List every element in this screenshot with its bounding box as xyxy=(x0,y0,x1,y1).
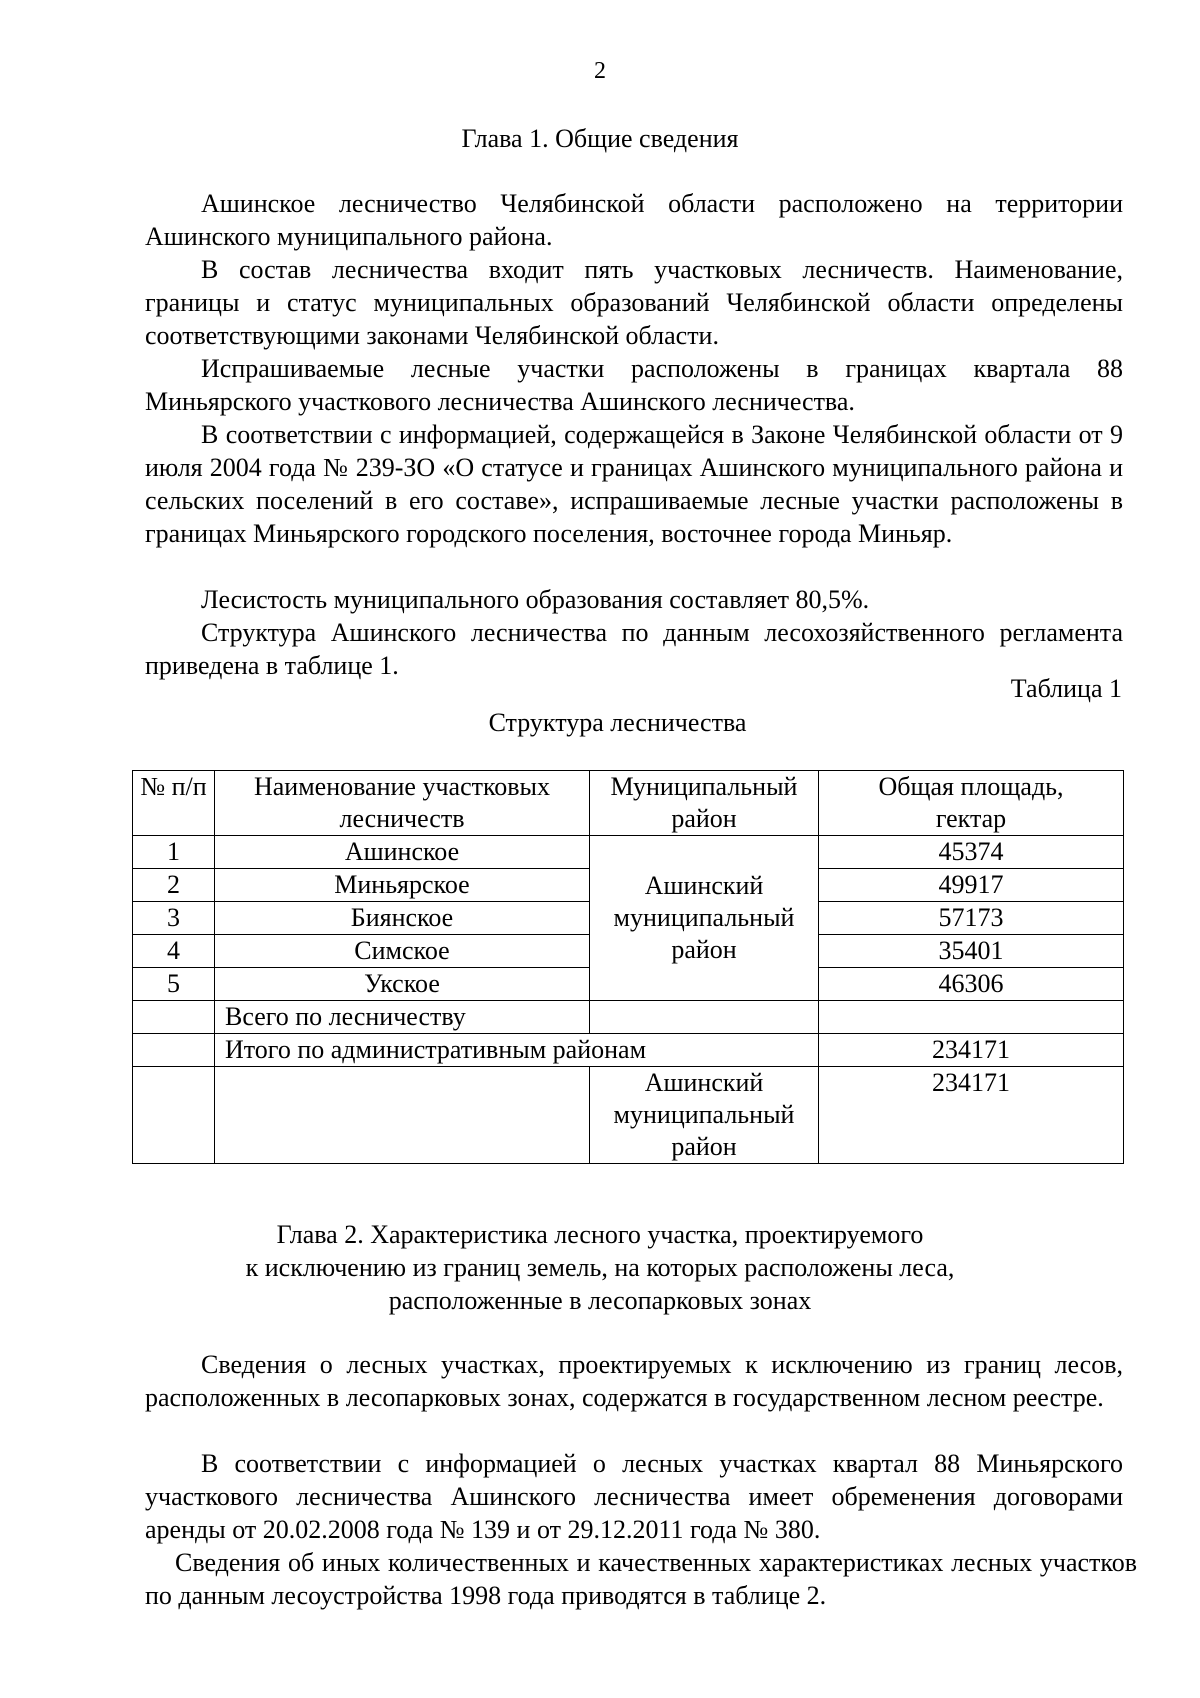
chapter-2-title-line: расположенные в лесопарковых зонах xyxy=(388,1286,812,1315)
row-area: 49917 xyxy=(819,869,1124,902)
row-num: 4 xyxy=(133,935,215,968)
paragraph: Структура Ашинского лесничества по данным лесохозяйственного регламента приведена в таблице 1. xyxy=(145,618,1123,680)
page-number: 2 xyxy=(594,58,606,84)
paragraph: В соответствии с информацией о лесных участках квартал 88 Миньярского участкового лесничества Ашинского лесничества имеет обременения договорами аренды от 20.02.2008 года № 139 и от 29.12.2011 года № 380. xyxy=(145,1449,1123,1544)
paragraph: Ашинское лесничество Челябинской области расположено на территории Ашинского муниципального района. xyxy=(145,189,1123,251)
row-name: Укское xyxy=(215,968,590,1001)
row-area: 46306 xyxy=(819,968,1124,1001)
chapter-2-title-line: Глава 2. Характеристика лесного участка, проектируемого xyxy=(276,1220,924,1249)
header-num: № п/п xyxy=(133,771,215,836)
chapter-1-title: Глава 1. Общие сведения xyxy=(461,124,739,153)
row-name: Миньярское xyxy=(215,869,590,902)
header-district: Муниципальный район xyxy=(590,771,819,836)
table-caption: Структура лесничества xyxy=(488,708,747,737)
row-num: 3 xyxy=(133,902,215,935)
last-row-area: 234171 xyxy=(819,1067,1124,1164)
table-row xyxy=(133,836,1124,869)
total-admin-label: Итого по административным районам xyxy=(215,1034,819,1067)
table-row-total-forestry xyxy=(133,1001,1124,1034)
paragraph: В соответствии с информацией, содержащейся в Законе Челябинской области от 9 июля 2004 года № 239-ЗО «О статусе и границах Ашинского муниципального района и сельских поселений в его составе», испрашиваемые лесные участки расположены в границах Миньярского городского поселения, восточнее города Миньяр. xyxy=(145,420,1123,548)
paragraph: Испрашиваемые лесные участки расположены в границах квартала 88 Миньярского участкового лесничества Ашинского лесничества. xyxy=(145,354,1123,416)
forestry-structure-table xyxy=(132,770,1124,1164)
row-num: 5 xyxy=(133,968,215,1001)
paragraph: Сведения о лесных участках, проектируемых к исключению из границ лесов, расположенных в лесопарковых зонах, содержатся в государственном лесном реестре. xyxy=(145,1350,1123,1412)
row-area: 45374 xyxy=(819,836,1124,869)
table-header-row xyxy=(133,771,1124,836)
last-row-district: Ашинский муниципальный район xyxy=(590,1067,819,1164)
header-area: Общая площадь, гектар xyxy=(819,771,1124,836)
total-forestry-label: Всего по лесничеству xyxy=(215,1001,590,1034)
header-name: Наименование участковых лесничеств xyxy=(215,771,590,836)
chapter-2-title-line: к исключению из границ земель, на которых расположены леса, xyxy=(245,1253,955,1282)
table-label: Таблица 1 xyxy=(1010,674,1122,703)
row-name: Симское xyxy=(215,935,590,968)
paragraph: Лесистость муниципального образования составляет 80,5%. xyxy=(201,585,870,614)
paragraph: Сведения об иных количественных и качественных характеристиках лесных участков по данным лесоустройства 1998 года приводятся в таблице 2. xyxy=(145,1548,1137,1610)
district-merged-cell: Ашинский муниципальный район xyxy=(590,836,819,1001)
row-area: 57173 xyxy=(819,902,1124,935)
table-row-total-admin xyxy=(133,1034,1124,1067)
row-num: 2 xyxy=(133,869,215,902)
table-row-district xyxy=(133,1067,1124,1164)
total-admin-value: 234171 xyxy=(819,1034,1124,1067)
row-name: Биянское xyxy=(215,902,590,935)
row-area: 35401 xyxy=(819,935,1124,968)
chapter-2-title xyxy=(0,1218,1200,1317)
row-num: 1 xyxy=(133,836,215,869)
row-name: Ашинское xyxy=(215,836,590,869)
paragraph: В состав лесничества входит пять участковых лесничеств. Наименование, границы и статус муниципальных образований Челябинской области определены соответствующими законами Челябинской области. xyxy=(145,255,1123,350)
